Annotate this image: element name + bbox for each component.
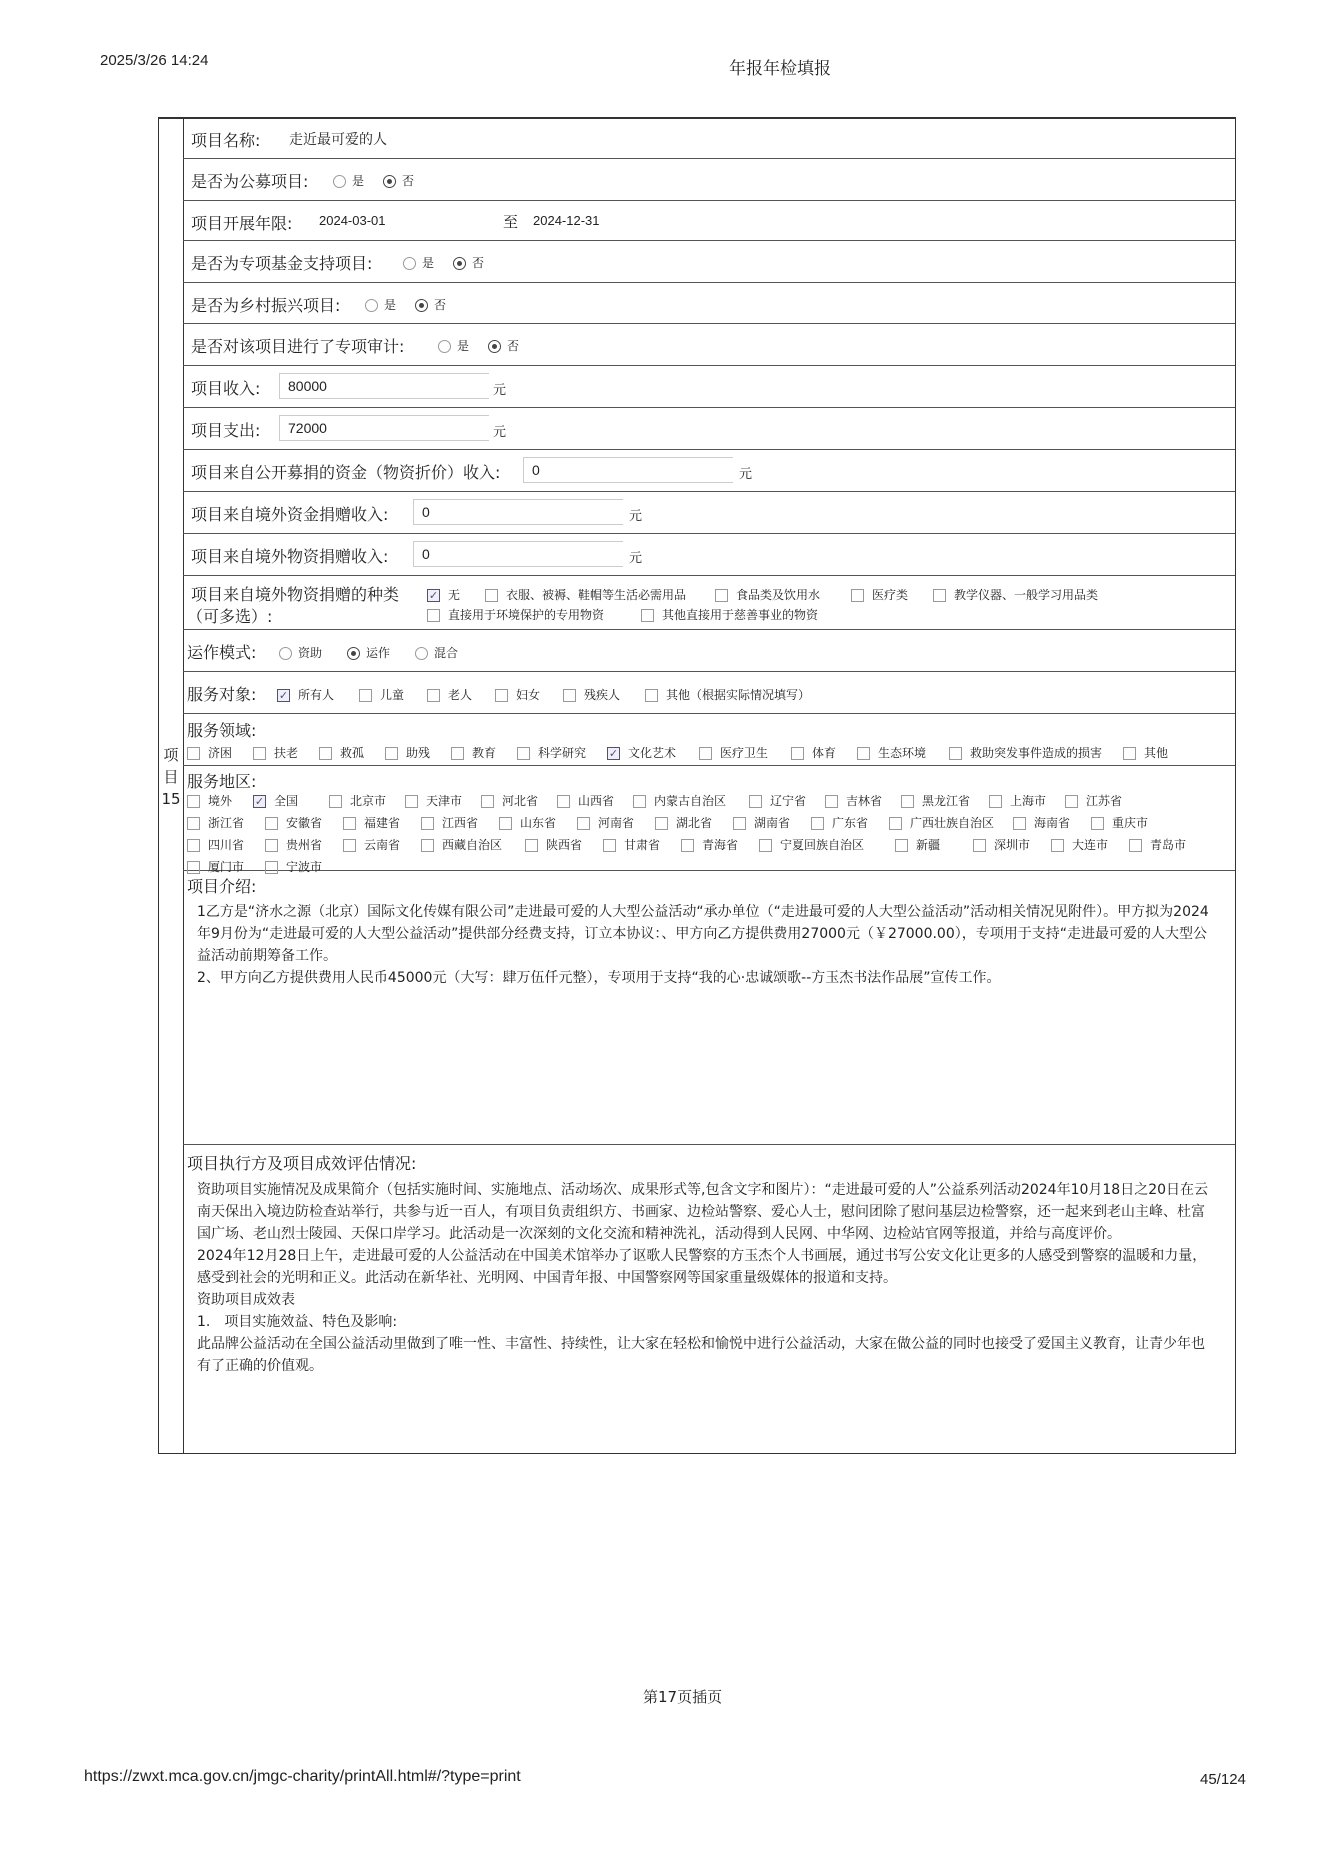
audit-yes[interactable]: 是 [438, 337, 469, 354]
row-fundraising: 是否为公募项目: 是 否 [183, 159, 1235, 201]
row-audit: 是否对该项目进行了专项审计: 是 否 [183, 324, 1235, 366]
field-option[interactable]: 救孤 [319, 744, 364, 761]
fundraising-no[interactable]: 否 [383, 172, 414, 189]
region-option[interactable]: 上海市 [989, 792, 1046, 809]
fundraising-yes[interactable]: 是 [333, 172, 364, 189]
target-option[interactable]: 儿童 [359, 686, 404, 703]
region-option[interactable]: 宁波市 [265, 858, 322, 875]
target-option[interactable]: ✓ 所有人 [278, 688, 335, 702]
foreign-goods-input[interactable]: 0 [413, 541, 623, 567]
region-option[interactable]: 青海省 [681, 836, 738, 853]
mode-option[interactable]: 运作 [347, 644, 390, 661]
income-input[interactable]: 80000 [279, 373, 489, 399]
field-option[interactable]: 助残 [385, 744, 430, 761]
region-option[interactable]: 新疆 [895, 836, 940, 853]
region-option[interactable]: 重庆市 [1091, 814, 1148, 831]
goods-option[interactable]: ✓ 无 [428, 588, 461, 602]
goods-option[interactable]: 医疗类 [851, 586, 908, 603]
row-foreign-goods: 项目来自境外物资捐赠收入: 0 元 [183, 534, 1235, 576]
region-option[interactable]: 黑龙江省 [901, 792, 970, 809]
region-option[interactable]: 湖北省 [655, 814, 712, 831]
field-option[interactable]: 医疗卫生 [699, 744, 768, 761]
row-goods-types: 项目来自境外物资捐赠的种类 （可多选）: ✓ 无 衣服、被褥、鞋帽等生活必需用品 食品类及饮用水 医疗类 教学仪器、一般学习用品类 直接用于环境保护的专用物资 其他直接用于慈善事业的物资 [183, 576, 1235, 630]
goods-option[interactable]: 衣服、被褥、鞋帽等生活必需用品 [485, 586, 686, 603]
region-option[interactable]: 天津市 [405, 792, 462, 809]
field-option[interactable]: 其他 [1123, 744, 1168, 761]
region-option[interactable]: 湖南省 [733, 814, 790, 831]
region-option[interactable]: 海南省 [1013, 814, 1070, 831]
project-label: 项 目 15 [161, 746, 181, 808]
project-form [158, 117, 1236, 1454]
region-option[interactable]: 安徽省 [265, 814, 322, 831]
field-option[interactable]: 科学研究 [517, 744, 586, 761]
region-option[interactable]: 陕西省 [525, 836, 582, 853]
region-option[interactable]: 山西省 [557, 792, 614, 809]
intro-text[interactable]: 1乙方是“济水之源（北京）国际文化传媒有限公司”走进最可爱的人大型公益活动“承办单位（“走进最可爱的人大型公益活动”活动相关情况见附件）。甲方拟为2024年9月份为“走进最可爱的人大型公益活动”提供部分经费支持，订立本协议：、甲方向乙方提供费用27000元（￥27000.00），专项用于支持“走进最可爱的人大型公益活动前期筹备工作。 2、甲方向乙方提供费用人民币45000元（大写：肆万伍仟元整），专项用于支持“我的心·忠诚颂歌--方玉杰书法作品展”宣传工作。 [197, 904, 1209, 986]
region-option[interactable]: 甘肃省 [603, 836, 660, 853]
field-option[interactable]: ✓ 文化艺术 [608, 746, 677, 760]
goods-option[interactable]: 直接用于环境保护的专用物资 [427, 606, 604, 623]
special-fund-no[interactable]: 否 [453, 254, 484, 271]
expense-input[interactable]: 72000 [279, 415, 489, 441]
region-option[interactable]: 大连市 [1051, 836, 1108, 853]
region-option[interactable]: 吉林省 [825, 792, 882, 809]
region-option[interactable]: 福建省 [343, 814, 400, 831]
region-option[interactable]: 厦门市 [187, 858, 244, 875]
page-title: 年报年检填报 [729, 59, 831, 79]
row-field: 服务领域: 济困 扶老 救孤 助残 教育 科学研究 ✓ 文化艺术 医疗卫生 体育 生态环境 救助突发事件造成的损害 其他 [183, 714, 1235, 766]
region-option[interactable]: 江西省 [421, 814, 478, 831]
row-evaluation: 项目执行方及项目成效评估情况: 资助项目实施情况及成果简介（包括实施时间、实施地点、活动场次、成果形式等,包含文字和图片）：“走进最可爱的人”公益系列活动2024年10月18日之20日在云南天保出入境边防检查站举行，共参与近一百人，有项目负责组织方、书画家、边检站警察、爱心人士，慰问团除了慰问基层边检警察，还一起来到老山主峰、杜富国广场、老山烈士陵园、天保口岸学习。此活动是一次深刻的文化交流和精神洗礼，活动得到人民网、中华网、边检站官网等报道，并给与高度评价。 2024年12月28日上午，走进最可爱的人公益活动在中国美术馆举办了讴歌人民警察的方玉杰个人书画展，通过书写公安文化让更多的人感受到警察的温暖和力量，感受到社会的光明和正义。此活动在新华社、光明网、中国青年报、中国警察网等国家重量级媒体的报道和支持。 资助项目成效表 1. 项目实施效益、特色及影响: 此品牌公益活动在全国公益活动里做到了唯一性、丰富性、持续性，让大家在轻松和愉悦中进行公益活动，大家在做公益的同时也接受了爱国主义教育，让青少年也有了正确的价值观。 [183, 1145, 1235, 1455]
row-expense: 项目支出: 72000 元 [183, 408, 1235, 450]
mode-option[interactable]: 资助 [279, 644, 322, 661]
field-option[interactable]: 体育 [791, 744, 836, 761]
row-region: 服务地区: 境外 ✓ 全国 北京市 天津市 河北省 山西省 内蒙古自治区 辽宁省 吉林省 黑龙江省 上海市 江苏省 浙江省 安徽省 福建省 江西省 山东省 河南省 湖北省 湖南省 广东省 广西壮族自治区 海南省 重庆市 四川省 贵州省 云南省 西藏自治区 陕西省 甘肃省 青海省 宁夏回族自治区 新疆 深圳市 大连市 青岛市 厦门市 宁波市 [183, 766, 1235, 871]
region-option[interactable]: 青岛市 [1129, 836, 1186, 853]
row-foreign-funds: 项目来自境外资金捐赠收入: 0 元 [183, 492, 1235, 534]
special-fund-yes[interactable]: 是 [403, 254, 434, 271]
public-donation-input[interactable]: 0 [523, 457, 733, 483]
page-count: 45/124 [1200, 1771, 1246, 1788]
region-option[interactable]: ✓ 全国 [254, 794, 299, 808]
rural-yes[interactable]: 是 [365, 296, 396, 313]
rural-no[interactable]: 否 [415, 296, 446, 313]
region-option[interactable]: 广西壮族自治区 [889, 814, 994, 831]
goods-option[interactable]: 其他直接用于慈善事业的物资 [641, 606, 818, 623]
region-option[interactable]: 江苏省 [1065, 792, 1122, 809]
period-end[interactable]: 2024-12-31 [533, 213, 600, 228]
field-option[interactable]: 扶老 [253, 744, 298, 761]
target-option[interactable]: 老人 [427, 686, 472, 703]
target-option[interactable]: 妇女 [495, 686, 540, 703]
region-option[interactable]: 浙江省 [187, 814, 244, 831]
goods-option[interactable]: 教学仪器、一般学习用品类 [933, 586, 1098, 603]
row-rural: 是否为乡村振兴项目: 是 否 [183, 283, 1235, 324]
audit-no[interactable]: 否 [488, 337, 519, 354]
print-datetime: 2025/3/26 14:24 [100, 52, 209, 69]
field-option[interactable]: 济困 [187, 744, 232, 761]
row-mode: 运作模式: 资助 运作 混合 [183, 630, 1235, 672]
period-start[interactable]: 2024-03-01 [319, 213, 386, 228]
page-note: 第17页插页 [643, 1688, 723, 1706]
target-option[interactable]: 其他（根据实际情况填写） [645, 686, 810, 703]
region-option[interactable]: 云南省 [343, 836, 400, 853]
row-income: 项目收入: 80000 元 [183, 366, 1235, 408]
project-column [159, 119, 184, 1453]
region-option[interactable]: 四川省 [187, 836, 244, 853]
target-option[interactable]: 残疾人 [563, 686, 620, 703]
region-option[interactable]: 北京市 [329, 792, 386, 809]
region-option[interactable]: 河南省 [577, 814, 634, 831]
region-option[interactable]: 广东省 [811, 814, 868, 831]
region-option[interactable]: 山东省 [499, 814, 556, 831]
field-option[interactable]: 救助突发事件造成的损害 [949, 744, 1102, 761]
row-intro: 项目介绍: 1乙方是“济水之源（北京）国际文化传媒有限公司”走进最可爱的人大型公益活动“承办单位（“走进最可爱的人大型公益活动”活动相关情况见附件）。甲方拟为2024年9月份为“走进最可爱的人大型公益活动”提供部分经费支持，订立本协议：、甲方向乙方提供费用27000元（￥27000.00），专项用于支持“走进最可爱的人大型公益活动前期筹备工作。 2、甲方向乙方提供费用人民币45000元（大写：肆万伍仟元整），专项用于支持“我的心·忠诚颂歌--方玉杰书法作品展”宣传工作。 [183, 871, 1235, 1145]
region-option[interactable]: 贵州省 [265, 836, 322, 853]
goods-option[interactable]: 食品类及饮用水 [715, 586, 820, 603]
region-option[interactable]: 宁夏回族自治区 [759, 836, 864, 853]
row-public-donation: 项目来自公开募捐的资金（物资折价）收入: 0 元 [183, 450, 1235, 492]
row-target: 服务对象: ✓ 所有人 儿童 老人 妇女 残疾人 其他（根据实际情况填写） [183, 672, 1235, 714]
row-period: 项目开展年限: 2024-03-01 至 2024-12-31 [183, 201, 1235, 241]
evaluation-text[interactable]: 资助项目实施情况及成果简介（包括实施时间、实施地点、活动场次、成果形式等,包含文字和图片）：“走进最可爱的人”公益系列活动2024年10月18日之20日在云南天保出入境边防检查站举行，共参与近一百人，有项目负责组织方、书画家、边检站警察、爱心人士，慰问团除了慰问基层边检警察，还一起来到老山主峰、杜富国广场、老山烈士陵园、天保口岸学习。此活动是一次深刻的文化交流和精神洗礼，活动得到人民网、中华网、边检站官网等报道，并给与高度评价。 2024年12月28日上午，走进最可爱的人公益活动在中国美术馆举办了讴歌人民警察的方玉杰个人书画展，通过书写公安文化让更多的人感受到警察的温暖和力量，感受到社会的光明和正义。此活动在新华社、光明网、中国青年报、中国警察网等国家重量级媒体的报道和支持。 资助项目成效表 1. 项目实施效益、特色及影响: 此品牌公益活动在全国公益活动里做到了唯一性、丰富性、持续性，让大家在轻松和愉悦中进行公益活动，大家在做公益的同时也接受了爱国主义教育，让青少年也有了正确的价值观。 [197, 1182, 1209, 1374]
region-option[interactable]: 内蒙古自治区 [633, 792, 726, 809]
region-option[interactable]: 辽宁省 [749, 792, 806, 809]
row-project-name: 项目名称: 走近最可爱的人 [183, 119, 1235, 159]
region-option[interactable]: 西藏自治区 [421, 836, 502, 853]
field-option[interactable]: 教育 [451, 744, 496, 761]
row-special-fund: 是否为专项基金支持项目: 是 否 [183, 241, 1235, 283]
project-name-value: 走近最可爱的人 [289, 132, 387, 148]
page-url: https://zwxt.mca.gov.cn/jmgc-charity/printAll.html#/?type=print [84, 1768, 521, 1785]
region-option[interactable]: 河北省 [481, 792, 538, 809]
region-option[interactable]: 深圳市 [973, 836, 1030, 853]
foreign-funds-input[interactable]: 0 [413, 499, 623, 525]
mode-option[interactable]: 混合 [415, 644, 458, 661]
region-option[interactable]: 境外 [187, 792, 232, 809]
field-option[interactable]: 生态环境 [857, 744, 926, 761]
